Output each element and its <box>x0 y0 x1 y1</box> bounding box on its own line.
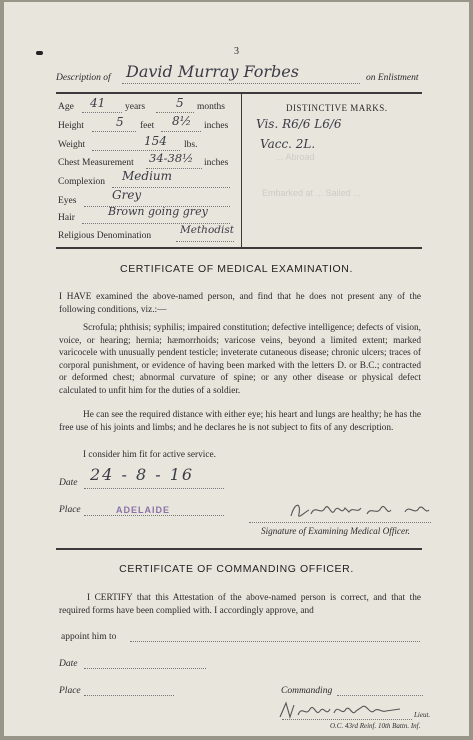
adelaide-stamp: ADELAIDE <box>116 505 171 515</box>
complexion-label: Complexion <box>58 177 105 187</box>
complexion-value: Medium <box>122 169 173 183</box>
rank-label: Lieut. <box>414 711 431 719</box>
table-top-rule <box>56 92 422 94</box>
age-years-value: 41 <box>90 96 106 110</box>
table-bottom-rule <box>56 247 422 249</box>
description-label: Description of <box>56 73 111 83</box>
attestation-page <box>4 2 469 736</box>
medical-conditions-text: Scrofula; phthisis; syphilis; impaired constitution; defective intelligence; defects of vision, voice, or hearing; hernia; hæmorrhoids; varicose veins, beyond a limited extent; marked varicocele with unusually pendent testicle; inveterate cutaneous disease; chronic ulcers; traces of corporal punishment, or evidence of having been marked with the letters D. or B.C.; contracted or deformed chest; abnormal curvature of spine; or any other disease or physical defect calculated to unfit him for the duties of a soldier. <box>59 323 421 396</box>
bleed-through-text: ... Abroad <box>276 152 315 162</box>
section-divider-rule <box>56 548 422 550</box>
eyes-label: Eyes <box>58 196 77 206</box>
chest-value: 34-38½ <box>149 151 194 165</box>
medical-conditions-paragraph <box>59 322 421 398</box>
medical-signature-caption: Signature of Examining Medical Officer. <box>261 526 410 536</box>
inches-unit: inches <box>204 121 229 131</box>
table-divider <box>241 93 242 248</box>
weight-value: 154 <box>144 134 167 148</box>
hair-value: Brown going grey <box>108 205 208 218</box>
feet-unit: feet <box>140 121 155 131</box>
distinctive-marks-label: DISTINCTIVE MARKS. <box>286 103 388 113</box>
religion-label: Religious Denomination <box>58 231 152 241</box>
medical-place-label: Place <box>59 505 81 515</box>
height-feet-value: 5 <box>116 115 124 129</box>
appoint-label: appoint him to <box>61 632 117 642</box>
distinctive-marks-line2: Vacc. 2L. <box>260 137 316 151</box>
medical-date-label: Date <box>59 478 78 488</box>
years-unit: years <box>125 102 146 112</box>
height-label: Height <box>58 121 84 131</box>
commanding-place-label: Place <box>59 686 81 696</box>
hair-label: Hair <box>58 213 75 223</box>
commanding-certify-paragraph <box>59 592 421 617</box>
eyes-value: Grey <box>112 188 142 202</box>
medical-fit-text: I consider him fit for active service. <box>83 450 216 460</box>
medical-certificate-heading: CERTIFICATE OF MEDICAL EXAMINATION. <box>120 263 353 275</box>
weight-unit: lbs. <box>184 140 198 150</box>
months-unit: months <box>197 102 225 112</box>
punch-mark <box>36 51 43 55</box>
enlistment-label: on Enlistment <box>366 73 419 83</box>
page-number: 3 <box>234 46 239 57</box>
height-inches-value: 8½ <box>172 114 192 128</box>
medical-findings-paragraph <box>59 409 421 434</box>
medical-intro-paragraph <box>59 291 421 316</box>
age-label: Age <box>58 102 74 112</box>
bleed-through-text: Embarked at ... Sailed ... <box>262 188 361 198</box>
unit-label: O.C. 43rd Reinf. 10th Battn. Inf. <box>330 722 421 730</box>
chest-label: Chest Measurement <box>58 158 134 168</box>
commanding-label: Commanding <box>281 686 333 696</box>
age-months-value: 5 <box>176 96 184 110</box>
medical-fit-statement <box>83 449 403 462</box>
medical-date-value: 24 - 8 - 16 <box>90 465 195 484</box>
religion-value: Methodist <box>180 224 234 236</box>
commanding-date-label: Date <box>59 659 78 669</box>
commanding-officer-heading: CERTIFICATE OF COMMANDING OFFICER. <box>119 563 354 575</box>
distinctive-marks-line1: Vis. R6/6 L6/6 <box>256 117 342 131</box>
soldier-name: David Murray Forbes <box>126 62 299 81</box>
commanding-certify-text: I CERTIFY that this Attestation of the above-named person is correct, and that the required forms have been complied with. I accordingly approve, and <box>59 593 421 616</box>
weight-label: Weight <box>58 140 86 150</box>
medical-intro-text: I HAVE examined the above-named person, and find that he does not present any of the following conditions, viz.:— <box>59 292 421 315</box>
medical-findings-text: He can see the required distance with either eye; his heart and lungs are healthy; he has the free use of his joints and limbs; and he declares he is not subject to fits of any description. <box>59 410 421 433</box>
chest-unit: inches <box>204 158 229 168</box>
